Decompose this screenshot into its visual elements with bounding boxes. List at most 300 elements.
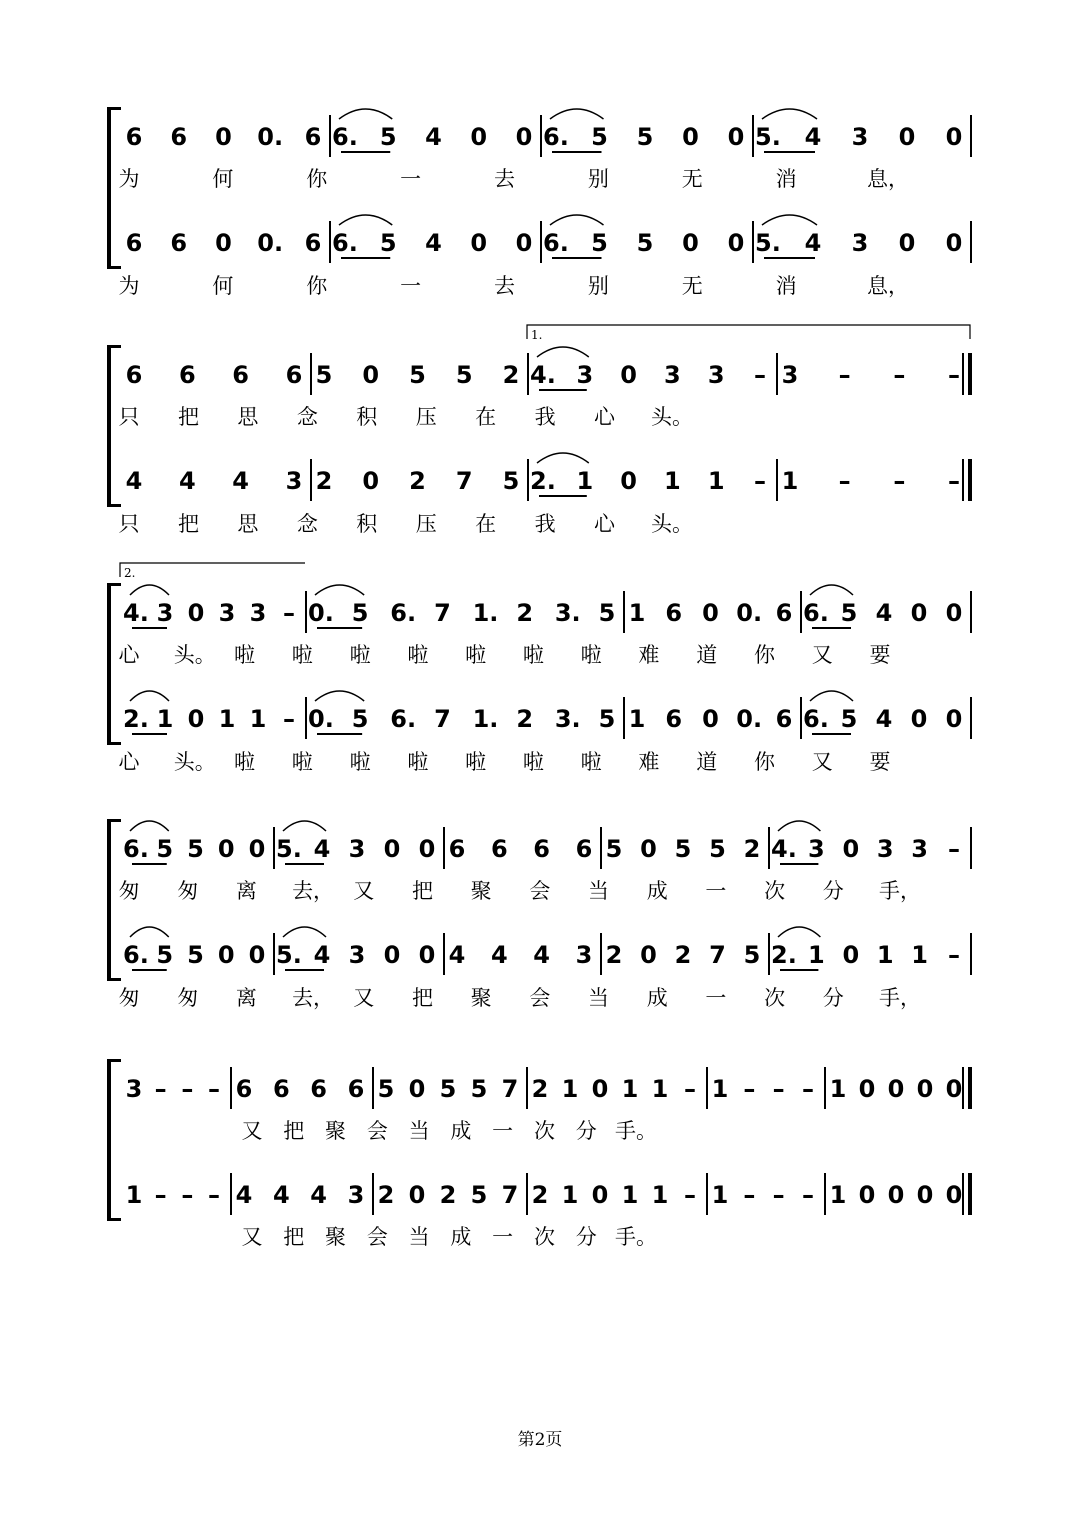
lyric: 啦 [522, 643, 544, 667]
lyric: 会 [529, 879, 551, 903]
lyric: 当 [588, 986, 610, 1010]
note: 6 [170, 123, 188, 151]
slur [762, 215, 817, 225]
lyric: 要 [869, 750, 891, 774]
note: – [743, 1075, 756, 1103]
note: 0 [682, 123, 699, 151]
lyric: 去 [494, 167, 515, 191]
note: – [893, 361, 906, 389]
slur [762, 109, 817, 119]
barline [800, 697, 802, 739]
note: 7 [434, 705, 451, 733]
barline [970, 115, 972, 157]
note: 1 [576, 467, 594, 495]
lyric: 头。 [651, 405, 693, 429]
note: 5 [591, 229, 608, 257]
lyric: 把 [411, 879, 433, 903]
lyric: 把 [177, 405, 199, 429]
note: 2. [530, 467, 556, 495]
note: 3 [347, 1181, 365, 1209]
volta-bracket [120, 563, 305, 577]
lyric: 又 [353, 986, 375, 1010]
note: 0 [408, 1181, 426, 1209]
lyric: 在 [475, 405, 497, 429]
barline [305, 697, 307, 739]
barline [372, 1067, 374, 1109]
note: 3 [911, 835, 928, 863]
note: 1 [621, 1181, 639, 1209]
note: 0. [257, 229, 284, 257]
note: 1 [218, 705, 236, 733]
lyric: 分 [575, 1119, 597, 1143]
lyric: 一 [400, 274, 422, 298]
barline [623, 697, 625, 739]
note: 0 [727, 123, 745, 151]
lyric: 消 [775, 167, 797, 191]
lyric: 啦 [234, 643, 256, 667]
note: 2 [439, 1181, 457, 1209]
note: 5 [470, 1181, 488, 1209]
lyric: 一 [400, 167, 422, 191]
note: 3 [125, 1075, 143, 1103]
lyric: 心 [594, 512, 616, 536]
note: – [754, 467, 766, 495]
note: 5 [351, 599, 369, 627]
note: 1 [829, 1181, 847, 1209]
note: 5 [840, 599, 858, 627]
note: 5. [276, 941, 302, 969]
lyric: 难 [638, 750, 660, 774]
note: 3 [285, 467, 303, 495]
note: – [948, 835, 960, 863]
note: 0 [727, 229, 745, 257]
slur [537, 347, 589, 357]
lyric: 你 [753, 643, 775, 667]
note: 3. [554, 599, 581, 627]
lyric: 啦 [234, 750, 256, 774]
note: 1 [125, 1181, 143, 1209]
lyric: 啦 [349, 643, 371, 667]
note: 1. [472, 599, 499, 627]
note: 4 [425, 229, 442, 257]
note: 0 [682, 229, 699, 257]
lyric: 啦 [291, 750, 313, 774]
slur [130, 927, 169, 937]
barline [527, 459, 529, 501]
note: 6. [803, 705, 829, 733]
note: 3 [575, 941, 593, 969]
note: 1 [651, 1075, 669, 1103]
note: 0 [842, 835, 860, 863]
lyric: 会 [529, 986, 551, 1010]
lyric: 把 [283, 1119, 305, 1143]
barline [776, 459, 778, 501]
slur [550, 215, 604, 225]
slur [130, 585, 169, 595]
note: 3 [808, 835, 825, 863]
note: 3 [876, 835, 894, 863]
slur [550, 109, 604, 119]
note: 3 [218, 599, 236, 627]
slur [810, 691, 853, 701]
note: – [754, 361, 766, 389]
lyric: 我 [534, 405, 556, 429]
lyric: 道 [696, 643, 718, 667]
note: 4 [448, 941, 466, 969]
note: – [948, 467, 960, 495]
note: 6 [775, 705, 793, 733]
lyric: 会 [366, 1119, 388, 1143]
note: – [154, 1181, 167, 1209]
note: 1 [628, 599, 646, 627]
note: 6 [304, 229, 322, 257]
lyric: 积 [356, 512, 378, 536]
note: 4 [875, 705, 893, 733]
lyric: 又 [241, 1119, 263, 1143]
note: 1 [651, 1181, 669, 1209]
note: 3. [554, 705, 581, 733]
lyric: 会 [366, 1225, 388, 1249]
final-barline-thick [968, 1067, 972, 1109]
lyric: 我 [534, 512, 556, 536]
lyric: 手， [879, 986, 921, 1010]
slur [339, 109, 392, 119]
note: – [154, 1075, 167, 1103]
note: 5. [755, 229, 781, 257]
lyric: 念 [296, 405, 318, 429]
lyric: 息， [867, 274, 909, 298]
note: 4 [235, 1181, 253, 1209]
note: 3 [851, 123, 869, 151]
note: 5 [315, 361, 333, 389]
note: 0 [858, 1075, 876, 1103]
note: 4. [530, 361, 556, 389]
lyric: 念 [296, 512, 318, 536]
note: 1 [628, 705, 646, 733]
note: – [772, 1075, 785, 1103]
note: 0 [945, 599, 963, 627]
note: 4 [804, 123, 822, 151]
note: 3 [348, 835, 366, 863]
note: – [208, 1075, 220, 1103]
note: 6 [533, 835, 550, 863]
note: 1 [561, 1181, 579, 1209]
note: 0 [418, 835, 436, 863]
note: 6. [332, 229, 358, 257]
note: 4 [232, 467, 249, 495]
lyric: 思 [237, 512, 259, 536]
lyric: 啦 [291, 643, 313, 667]
note: 0 [470, 123, 488, 151]
note: 5. [755, 123, 781, 151]
note: 5 [351, 705, 369, 733]
lyric: 离 [235, 986, 257, 1010]
note: 0. [257, 123, 284, 151]
slur [810, 585, 853, 595]
slur [778, 927, 820, 937]
note: 0 [898, 123, 916, 151]
note: 5 [636, 229, 654, 257]
lyric: 积 [356, 405, 378, 429]
note: 0 [248, 941, 266, 969]
barline [623, 591, 625, 633]
note: – [802, 1075, 814, 1103]
lyric: 只 [118, 512, 140, 536]
note: 6 [235, 1075, 253, 1103]
lyric: 只 [118, 405, 140, 429]
lyric: 你 [306, 274, 328, 298]
note: 5 [187, 941, 204, 969]
note: 3 [156, 599, 174, 627]
barline [305, 591, 307, 633]
note: 5. [276, 835, 302, 863]
note: 3 [851, 229, 869, 257]
barline [527, 353, 529, 395]
note: 6 [775, 599, 793, 627]
note: 1 [249, 705, 267, 733]
note: 7 [434, 599, 451, 627]
lyric: 一 [492, 1119, 514, 1143]
note: 0 [362, 467, 380, 495]
note: 1 [711, 1181, 729, 1209]
barline [443, 827, 445, 869]
note: – [948, 941, 960, 969]
note: 0 [591, 1075, 609, 1103]
lyric: 啦 [349, 750, 371, 774]
note: 2 [377, 1181, 395, 1209]
note: 4 [125, 467, 143, 495]
note: 3 [781, 361, 799, 389]
note: 0 [702, 705, 719, 733]
lyric: 啦 [407, 750, 429, 774]
barline [600, 827, 602, 869]
note: 1 [808, 941, 825, 969]
note: 5 [598, 599, 616, 627]
lyric: 心 [118, 643, 140, 667]
system-bracket [107, 1059, 117, 1221]
lyric: 啦 [407, 643, 429, 667]
barline [970, 697, 972, 739]
note: – [838, 361, 851, 389]
barline [600, 933, 602, 975]
note: 6 [490, 835, 508, 863]
note: – [838, 467, 851, 495]
note: 7 [709, 941, 726, 969]
note: 0 [362, 361, 380, 389]
barline [329, 221, 331, 263]
note: 4 [490, 941, 508, 969]
volta-label: 1. [531, 328, 543, 342]
lyric: 压 [415, 512, 437, 536]
note: 2 [531, 1075, 549, 1103]
lyric: 一 [492, 1225, 514, 1249]
lyric: 聚 [470, 879, 492, 903]
note: 6. [543, 229, 569, 257]
final-barline-thick [968, 459, 972, 501]
note: 0 [515, 123, 533, 151]
lyric: 你 [306, 167, 328, 191]
note: 6 [665, 599, 683, 627]
slur [283, 927, 326, 937]
note: 5 [377, 1075, 395, 1103]
note: 0. [308, 599, 334, 627]
note: 6 [310, 1075, 327, 1103]
lyric: 手， [879, 879, 921, 903]
note: 3 [348, 941, 366, 969]
note: 1. [472, 705, 499, 733]
note: 1 [664, 467, 681, 495]
slur [315, 691, 364, 701]
lyric: 次 [764, 879, 786, 903]
barline [970, 591, 972, 633]
lyric: 匆 [177, 986, 199, 1010]
note: 0 [408, 1075, 426, 1103]
lyric: 把 [283, 1225, 305, 1249]
note: 4 [804, 229, 822, 257]
note: 0 [945, 705, 963, 733]
note: 1 [621, 1075, 639, 1103]
lyric: 头。 [173, 643, 216, 667]
lyric: 又 [241, 1225, 263, 1249]
barline [310, 459, 312, 501]
lyric: 心 [594, 405, 616, 429]
lyric: 手。 [615, 1119, 657, 1143]
note: 0 [383, 835, 401, 863]
note: 0 [515, 229, 533, 257]
lyric: 把 [411, 986, 433, 1010]
note: 0 [916, 1181, 934, 1209]
note: 0 [702, 599, 719, 627]
lyric: 手。 [615, 1225, 657, 1249]
note: 1 [876, 941, 894, 969]
note: 0 [945, 229, 963, 257]
barline [706, 1173, 708, 1215]
note: 0 [187, 599, 205, 627]
lyric: 道 [696, 750, 718, 774]
slur [339, 215, 392, 225]
slur [130, 691, 169, 701]
barline [526, 1173, 528, 1215]
note: – [208, 1181, 220, 1209]
note: 0 [248, 835, 266, 863]
note: 4 [178, 467, 196, 495]
note: 4 [533, 941, 550, 969]
note: 6. [123, 941, 149, 969]
lyric: 为 [118, 167, 140, 191]
note: 0 [591, 1181, 609, 1209]
lyric: 你 [753, 750, 775, 774]
lyric: 匆 [118, 986, 140, 1010]
note: – [181, 1075, 194, 1103]
note: 5 [455, 361, 473, 389]
note: 0 [418, 941, 436, 969]
note: 5 [605, 835, 623, 863]
note: 4. [771, 835, 797, 863]
note: 0 [640, 941, 657, 969]
note: 0 [215, 123, 232, 151]
note: 6 [575, 835, 593, 863]
note: 0. [736, 705, 763, 733]
note: 6 [272, 1075, 290, 1103]
note: 0 [842, 941, 860, 969]
lyric: 聚 [325, 1225, 347, 1249]
note: – [743, 1181, 756, 1209]
note: 6 [285, 361, 303, 389]
note: 5 [379, 123, 397, 151]
lyric: 去， [292, 879, 335, 903]
note: 7 [501, 1181, 519, 1209]
note: 0 [945, 1181, 963, 1209]
note: 2 [605, 941, 623, 969]
lyric: 当 [588, 879, 610, 903]
note: 1 [911, 941, 928, 969]
lyric: 匆 [118, 879, 140, 903]
volta-bracket [527, 325, 970, 339]
barline [273, 827, 275, 869]
note: – [684, 1075, 696, 1103]
note: 2 [516, 705, 534, 733]
note: 0 [945, 1075, 963, 1103]
note: 2 [409, 467, 426, 495]
note: 0. [736, 599, 763, 627]
note: 5 [187, 835, 204, 863]
note: 2 [315, 467, 333, 495]
lyric: 聚 [325, 1119, 347, 1143]
slur [537, 453, 589, 463]
note: 5 [674, 835, 692, 863]
lyric: 次 [533, 1225, 555, 1249]
lyric: 要 [869, 643, 891, 667]
lyric: 匆 [177, 879, 199, 903]
note: 3 [249, 599, 267, 627]
lyric: 心 [118, 750, 140, 774]
lyric: 压 [415, 405, 437, 429]
lyric: 一 [705, 986, 727, 1010]
note: 6. [390, 599, 417, 627]
lyric: 在 [475, 512, 497, 536]
slur [315, 585, 364, 595]
note: 5 [591, 123, 608, 151]
note: 0 [945, 123, 963, 151]
final-barline-thick [968, 1173, 972, 1215]
lyric: 何 [212, 167, 234, 191]
barline [800, 591, 802, 633]
note: 0 [910, 705, 928, 733]
note: 4 [272, 1181, 290, 1209]
barline [526, 1067, 528, 1109]
note: 6 [125, 229, 143, 257]
lyric: 分 [822, 879, 844, 903]
lyric: 分 [575, 1225, 597, 1249]
note: 1 [781, 467, 799, 495]
lyric: 为 [118, 274, 140, 298]
note: 4 [310, 1181, 327, 1209]
barline [752, 221, 754, 263]
lyric: 消 [775, 274, 797, 298]
lyric: 啦 [580, 643, 602, 667]
note: 5 [598, 705, 616, 733]
note: 1 [156, 705, 174, 733]
barline [776, 353, 778, 395]
note: 4. [123, 599, 149, 627]
barline [372, 1173, 374, 1215]
lyric: 别 [587, 274, 609, 298]
note: 0 [215, 229, 232, 257]
note: 1 [829, 1075, 847, 1103]
note: 2 [516, 599, 534, 627]
note: 6 [304, 123, 322, 151]
note: 5 [156, 835, 174, 863]
